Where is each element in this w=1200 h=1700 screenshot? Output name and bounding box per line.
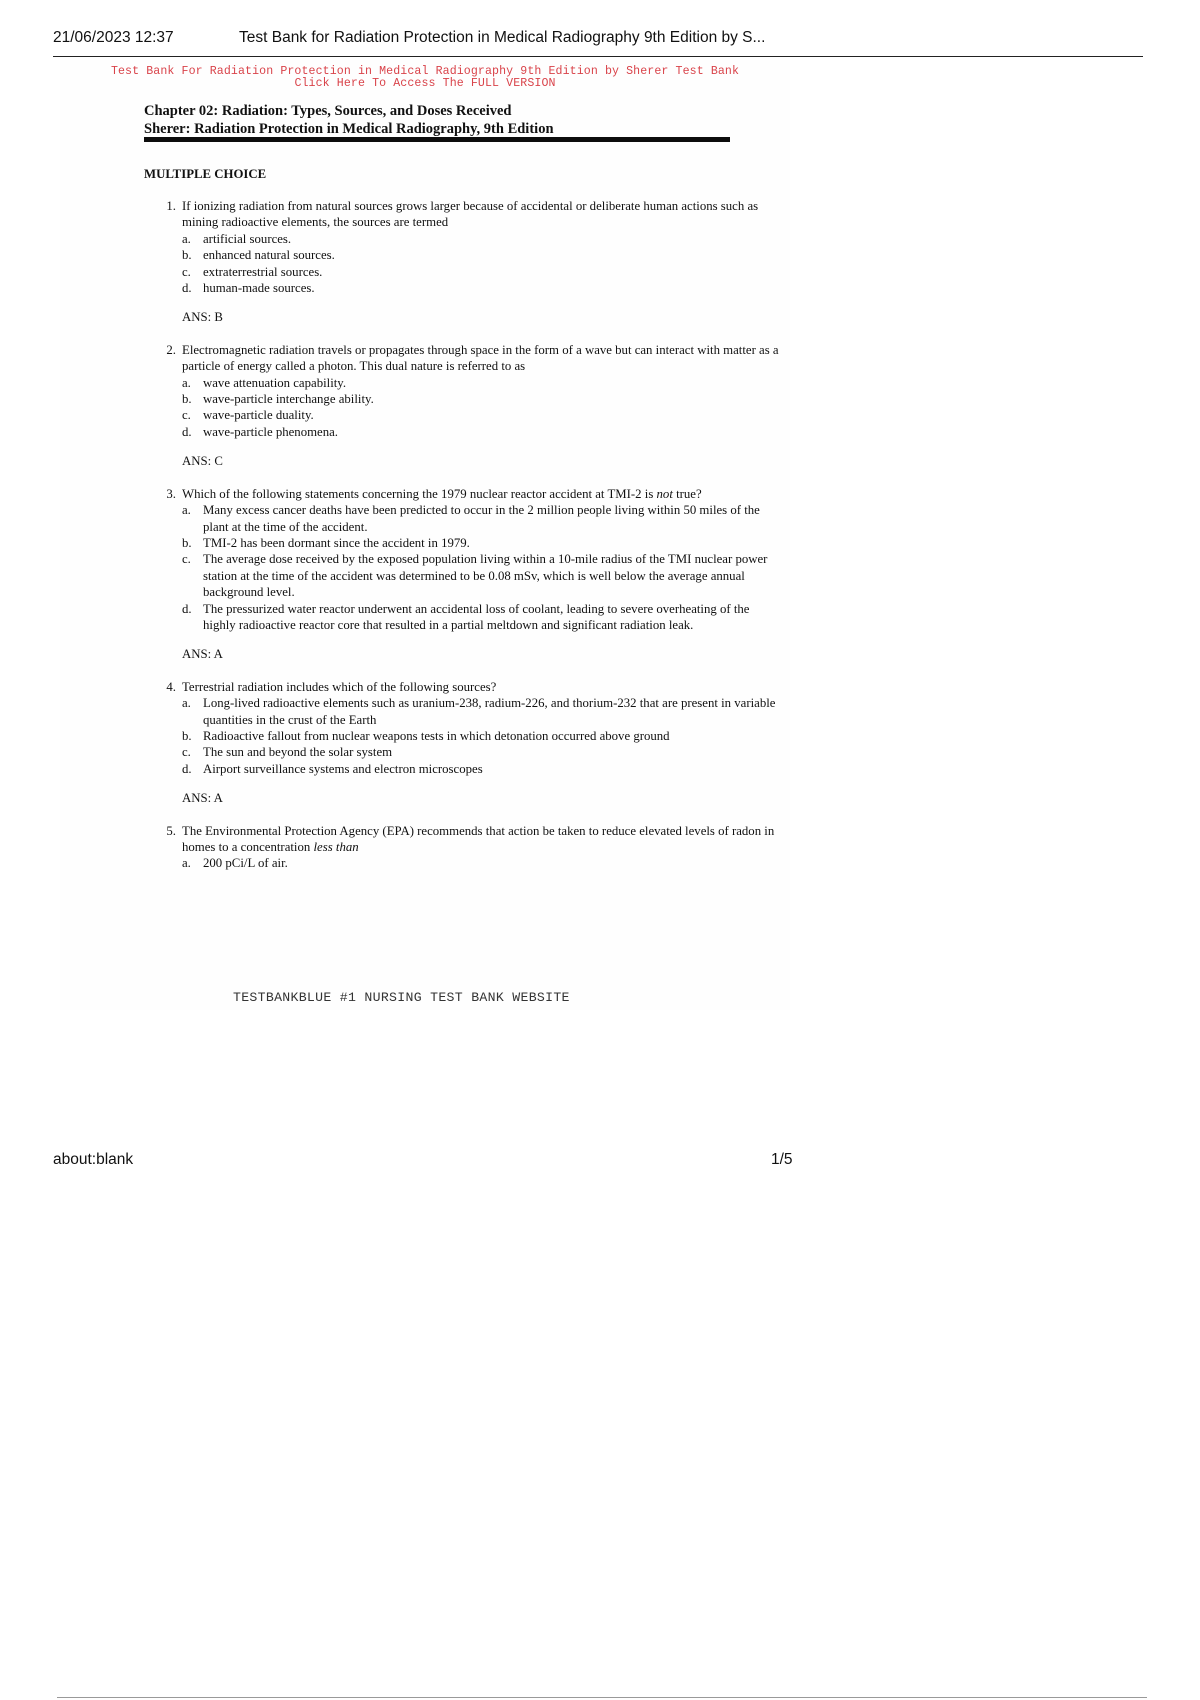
question-number: 4. [166, 679, 176, 694]
option-letter: b. [182, 535, 192, 550]
option-text: extraterrestrial sources. [203, 264, 323, 279]
question-stem-text: Which of the following statements concerning the 1979 nuclear reactor accident at TMI-2 is [182, 486, 654, 501]
question-stem-emphasis: not [656, 486, 673, 501]
question-list [160, 198, 780, 888]
option-letter: c. [182, 408, 191, 423]
answer-option [182, 264, 780, 280]
question-stem-text: The Environmental Protection Agency (EPA) recommends that action be taken to reduce elevated levels of radon in homes to a concentration [182, 823, 775, 854]
question-number: 5. [166, 823, 176, 838]
watermark-text: TESTBANKBLUE #1 NURSING TEST BANK WEBSITE [233, 990, 570, 1005]
option-text: artificial sources. [203, 231, 292, 246]
answer-key: ANS: B [182, 310, 223, 325]
option-list [182, 231, 780, 297]
option-text: Radioactive fallout from nuclear weapons tests in which detonation occurred above ground [203, 728, 670, 743]
option-text: wave-particle duality. [203, 408, 314, 423]
option-list [182, 855, 780, 871]
option-text: wave-particle interchange ability. [203, 392, 374, 407]
answer-option [182, 551, 780, 600]
chapter-title: Chapter 02: Radiation: Types, Sources, and Doses Received [144, 103, 512, 119]
banner-line-1[interactable]: Test Bank For Radiation Protection in Medical Radiography 9th Edition by Sherer Test Bank [110, 65, 740, 78]
option-letter: b. [182, 728, 192, 743]
chapter-heading [144, 102, 729, 139]
question-number: 1. [166, 199, 176, 213]
answer-key: ANS: A [182, 791, 223, 806]
option-text: TMI-2 has been dormant since the accident in 1979. [203, 535, 470, 550]
answer-key: ANS: A [182, 647, 223, 662]
question-item [160, 679, 780, 807]
option-list [182, 695, 780, 777]
banner-line-2[interactable]: Click Here To Access The FULL VERSION [294, 77, 556, 90]
option-text: The sun and beyond the solar system [203, 745, 393, 760]
answer-option [182, 247, 780, 263]
question-number: 2. [166, 342, 176, 357]
question-item [160, 198, 780, 326]
option-letter: b. [182, 248, 192, 263]
option-text: 200 pCi/L of air. [203, 856, 288, 871]
question-item [160, 342, 780, 470]
option-letter: a. [182, 375, 191, 390]
option-text: enhanced natural sources. [203, 248, 335, 263]
question-stem: Terrestrial radiation includes which of the following sources? [182, 679, 497, 694]
option-letter: c. [182, 264, 191, 279]
print-datetime: 21/06/2023 12:37 [53, 29, 174, 46]
question-stem [182, 823, 780, 856]
question-item [160, 823, 780, 872]
answer-option [182, 375, 780, 391]
option-letter: c. [182, 552, 191, 567]
print-page-title: Test Bank for Radiation Protection in Medical Radiography 9th Edition by S... [239, 29, 766, 46]
option-list [182, 375, 780, 441]
answer-option [182, 535, 780, 551]
page-number: 1/5 [771, 1151, 793, 1168]
print-header [53, 26, 1143, 57]
question-stem: If ionizing radiation from natural sources grows larger because of accidental or deliberate human actions such as mining radioactive elements, the sources are termed [182, 199, 759, 230]
option-letter: d. [182, 281, 192, 296]
option-text: The pressurized water reactor underwent an accidental loss of coolant, leading to severe overheating of the highly radioactive reactor core that resulted in a partial meltdown and significant radiation leak. [203, 601, 750, 632]
page-bottom-rule [57, 1697, 1147, 1698]
option-text: human-made sources. [203, 281, 315, 296]
option-list [182, 502, 780, 633]
section-heading: MULTIPLE CHOICE [144, 167, 267, 181]
option-letter: b. [182, 392, 192, 407]
question-item [160, 486, 780, 663]
option-letter: d. [182, 424, 192, 439]
option-letter: c. [182, 745, 191, 760]
answer-option [182, 391, 780, 407]
option-letter: a. [182, 856, 191, 871]
option-text: Many excess cancer deaths have been predicted to occur in the 2 million people living within 50 miles of the plant at the time of the accident. [203, 503, 760, 534]
access-banner[interactable] [60, 66, 790, 90]
chapter-divider [144, 137, 730, 142]
answer-option [182, 601, 780, 634]
question-stem: Electromagnetic radiation travels or propagates through space in the form of a wave but can interact with matter as a particle of energy called a photon. This dual nature is referred to as [182, 342, 779, 374]
option-letter: d. [182, 761, 192, 776]
answer-option [182, 502, 780, 535]
question-number: 3. [166, 486, 176, 501]
answer-option [182, 855, 780, 871]
answer-option [182, 744, 780, 760]
answer-option [182, 424, 780, 440]
answer-option [182, 761, 780, 777]
option-text: Airport surveillance systems and electron microscopes [203, 761, 483, 776]
answer-option [182, 231, 780, 247]
option-letter: a. [182, 503, 191, 518]
option-letter: a. [182, 231, 191, 246]
document-page [60, 60, 790, 1010]
answer-key: ANS: C [182, 454, 223, 469]
option-letter: a. [182, 696, 191, 711]
question-stem-emphasis: less than [313, 840, 359, 854]
answer-option [182, 407, 780, 423]
print-url: about:blank [53, 1151, 134, 1168]
answer-option [182, 728, 780, 744]
option-text: The average dose received by the exposed population living within a 10-mile radius of the TMI nuclear power station at the time of the accident was determined to be 0.08 mSv, which is well below the average annual background level. [203, 552, 768, 600]
question-stem [182, 486, 780, 502]
answer-option [182, 280, 780, 296]
answer-option [182, 695, 780, 728]
option-text: Long-lived radioactive elements such as uranium-238, radium-226, and thorium-232 that are present in variable quantities in the crust of the Earth [203, 696, 776, 727]
option-letter: d. [182, 601, 192, 616]
chapter-subtitle: Sherer: Radiation Protection in Medical Radiography, 9th Edition [144, 121, 554, 137]
option-text: wave attenuation capability. [203, 375, 347, 390]
option-text: wave-particle phenomena. [203, 424, 339, 439]
question-stem-tail: true? [676, 486, 702, 501]
